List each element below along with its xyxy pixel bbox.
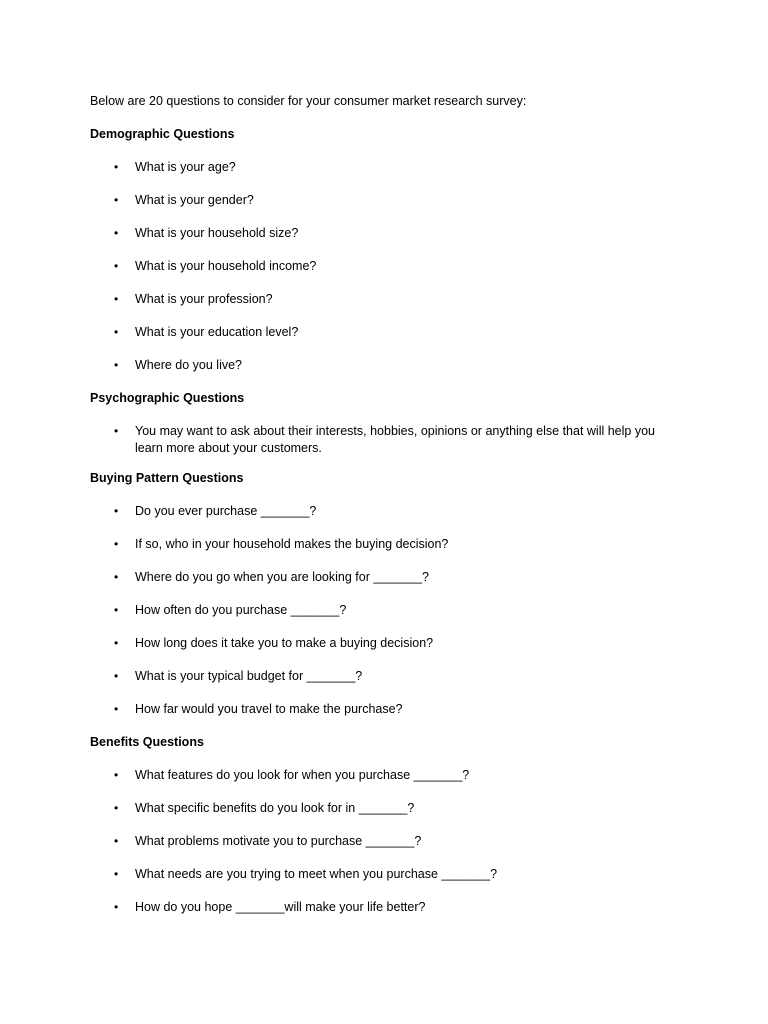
bullet-icon: •	[114, 325, 119, 339]
list-item	[90, 833, 690, 853]
question-list	[90, 423, 690, 457]
question-text: Where do you go when you are looking for _______?	[135, 570, 429, 584]
bullet-icon: •	[114, 504, 119, 518]
bullet-icon: •	[114, 292, 119, 306]
bullet-icon: •	[114, 570, 119, 584]
list-item	[90, 258, 690, 278]
question-text: What is your typical budget for _______?	[135, 669, 363, 683]
question-text: What is your age?	[135, 160, 236, 174]
question-text: What needs are you trying to meet when you purchase _______?	[135, 867, 498, 881]
section-buying-pattern	[90, 470, 690, 721]
list-item	[90, 225, 690, 245]
question-text: Where do you live?	[135, 358, 243, 372]
question-text: What is your household size?	[135, 226, 299, 240]
bullet-icon: •	[114, 358, 119, 372]
bullet-icon: •	[114, 801, 119, 815]
list-item	[90, 899, 690, 919]
bullet-icon: •	[114, 900, 119, 914]
section-heading: Psychographic Questions	[90, 391, 245, 405]
question-text: What specific benefits do you look for in _______?	[135, 801, 415, 815]
bullet-icon: •	[114, 603, 119, 617]
question-text: What problems motivate you to purchase _______?	[135, 834, 422, 848]
question-text: If so, who in your household makes the buying decision?	[135, 537, 449, 551]
section-heading: Benefits Questions	[90, 735, 204, 749]
list-item	[90, 701, 690, 721]
question-text: Do you ever purchase _______?	[135, 504, 317, 518]
bullet-icon: •	[114, 867, 119, 881]
question-text: What is your household income?	[135, 259, 317, 273]
list-item	[90, 357, 690, 377]
bullet-icon: •	[114, 193, 119, 207]
list-item	[90, 324, 690, 344]
question-text: What is your education level?	[135, 325, 299, 339]
question-text: What is your gender?	[135, 193, 254, 207]
list-item	[90, 569, 690, 589]
question-list	[90, 767, 690, 919]
section-psychographic	[90, 390, 690, 457]
section-demographic	[90, 126, 690, 377]
list-item	[90, 536, 690, 556]
bullet-icon: •	[114, 669, 119, 683]
document-body	[90, 93, 690, 919]
bullet-icon: •	[114, 424, 119, 438]
list-item	[90, 503, 690, 523]
bullet-icon: •	[114, 834, 119, 848]
section-benefits	[90, 734, 690, 919]
list-item	[90, 635, 690, 655]
section-heading: Demographic Questions	[90, 127, 235, 141]
bullet-icon: •	[114, 702, 119, 716]
question-text: How often do you purchase _______?	[135, 603, 347, 617]
question-text: How far would you travel to make the purchase?	[135, 702, 403, 716]
bullet-icon: •	[114, 226, 119, 240]
question-text: What is your profession?	[135, 292, 273, 306]
list-item	[90, 602, 690, 622]
list-item	[90, 423, 690, 457]
bullet-icon: •	[114, 259, 119, 273]
bullet-icon: •	[114, 636, 119, 650]
bullet-icon: •	[114, 537, 119, 551]
question-text: What features do you look for when you purchase _______?	[135, 768, 470, 782]
question-text: How do you hope _______will make your life better?	[135, 900, 426, 914]
list-item	[90, 668, 690, 688]
list-item	[90, 159, 690, 179]
bullet-icon: •	[114, 768, 119, 782]
question-text: How long does it take you to make a buying decision?	[135, 636, 434, 650]
question-list	[90, 159, 690, 377]
question-list	[90, 503, 690, 721]
list-item	[90, 291, 690, 311]
list-item	[90, 767, 690, 787]
list-item	[90, 192, 690, 212]
bullet-icon: •	[114, 160, 119, 174]
question-text: You may want to ask about their interests, hobbies, opinions or anything else that will help you learn more about your customers.	[135, 424, 655, 455]
intro-paragraph: Below are 20 questions to consider for your consumer market research survey:	[90, 94, 527, 108]
list-item	[90, 866, 690, 886]
list-item	[90, 800, 690, 820]
section-heading: Buying Pattern Questions	[90, 471, 244, 485]
